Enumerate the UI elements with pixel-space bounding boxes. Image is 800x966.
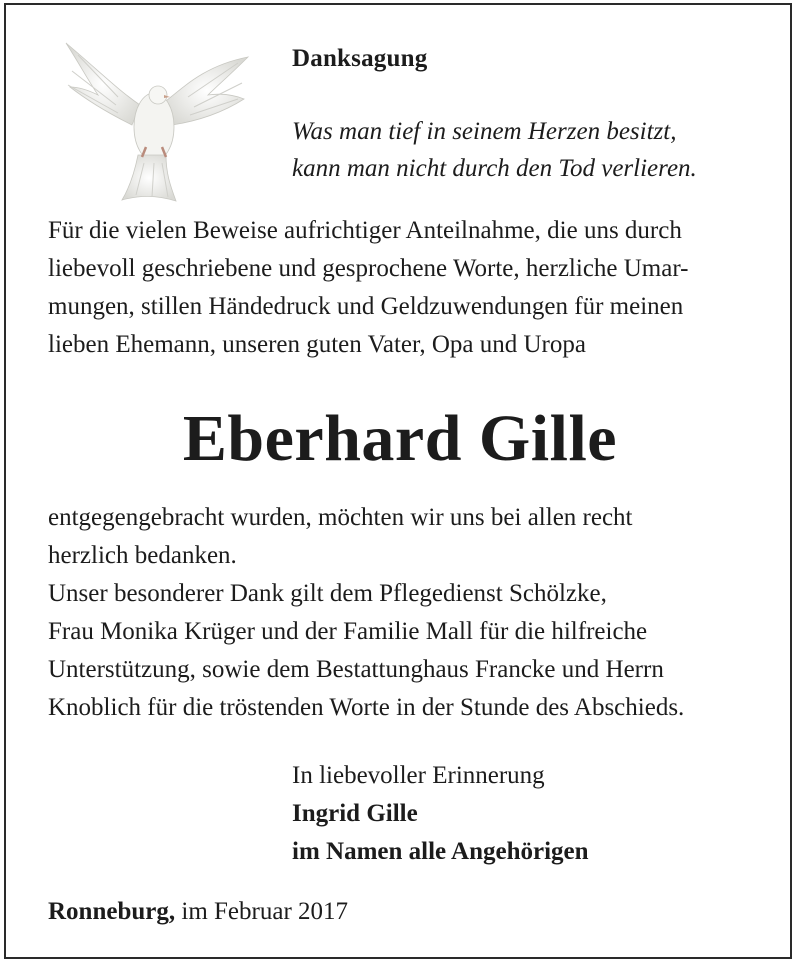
intro-line: lieben Ehemann, unseren guten Vater, Opa und Uropa: [48, 331, 586, 358]
intro-line: mungen, stillen Händedruck und Geldzuwendungen für meinen: [48, 293, 684, 320]
thanks-line: Unterstützung, sowie dem Bestattunghaus Francke und Herrn: [48, 656, 664, 683]
thanks-paragraph: [48, 499, 768, 727]
signer-on-behalf: im Namen alle Angehörigen: [292, 838, 589, 865]
notice-heading: Danksagung: [292, 45, 428, 72]
motto-quote: [292, 113, 772, 187]
thanks-line: herzlich bedanken.: [48, 542, 237, 569]
thanks-line: entgegengebracht wurden, möchten wir uns bei allen recht: [48, 504, 633, 531]
white-dove-icon: [58, 35, 254, 205]
place-name: Ronneburg,: [48, 898, 176, 925]
signoff-block: [292, 757, 589, 871]
place-date-line: [48, 898, 348, 926]
intro-paragraph: [48, 212, 768, 364]
notice-date: im Februar 2017: [181, 898, 349, 925]
thanks-line: Knoblich für die tröstenden Worte in der Stunde des Abschieds.: [48, 694, 685, 721]
obituary-notice: [4, 3, 792, 959]
deceased-name: Eberhard Gille: [182, 402, 618, 475]
motto-line: Was man tief in seinem Herzen besitzt,: [292, 118, 677, 145]
intro-line: Für die vielen Beweise aufrichtiger Anteilnahme, die uns durch: [48, 217, 682, 244]
signoff-phrase: In liebevoller Erinnerung: [292, 762, 545, 789]
signer-name: Ingrid Gille: [292, 800, 418, 827]
thanks-line: Frau Monika Krüger und der Familie Mall für die hilfreiche: [48, 618, 648, 645]
intro-line: liebevoll geschriebene und gesprochene Worte, herzliche Umar-: [48, 255, 689, 282]
motto-line: kann man nicht durch den Tod verlieren.: [292, 155, 697, 182]
thanks-line: Unser besonderer Dank gilt dem Pflegedienst Schölzke,: [48, 580, 607, 607]
